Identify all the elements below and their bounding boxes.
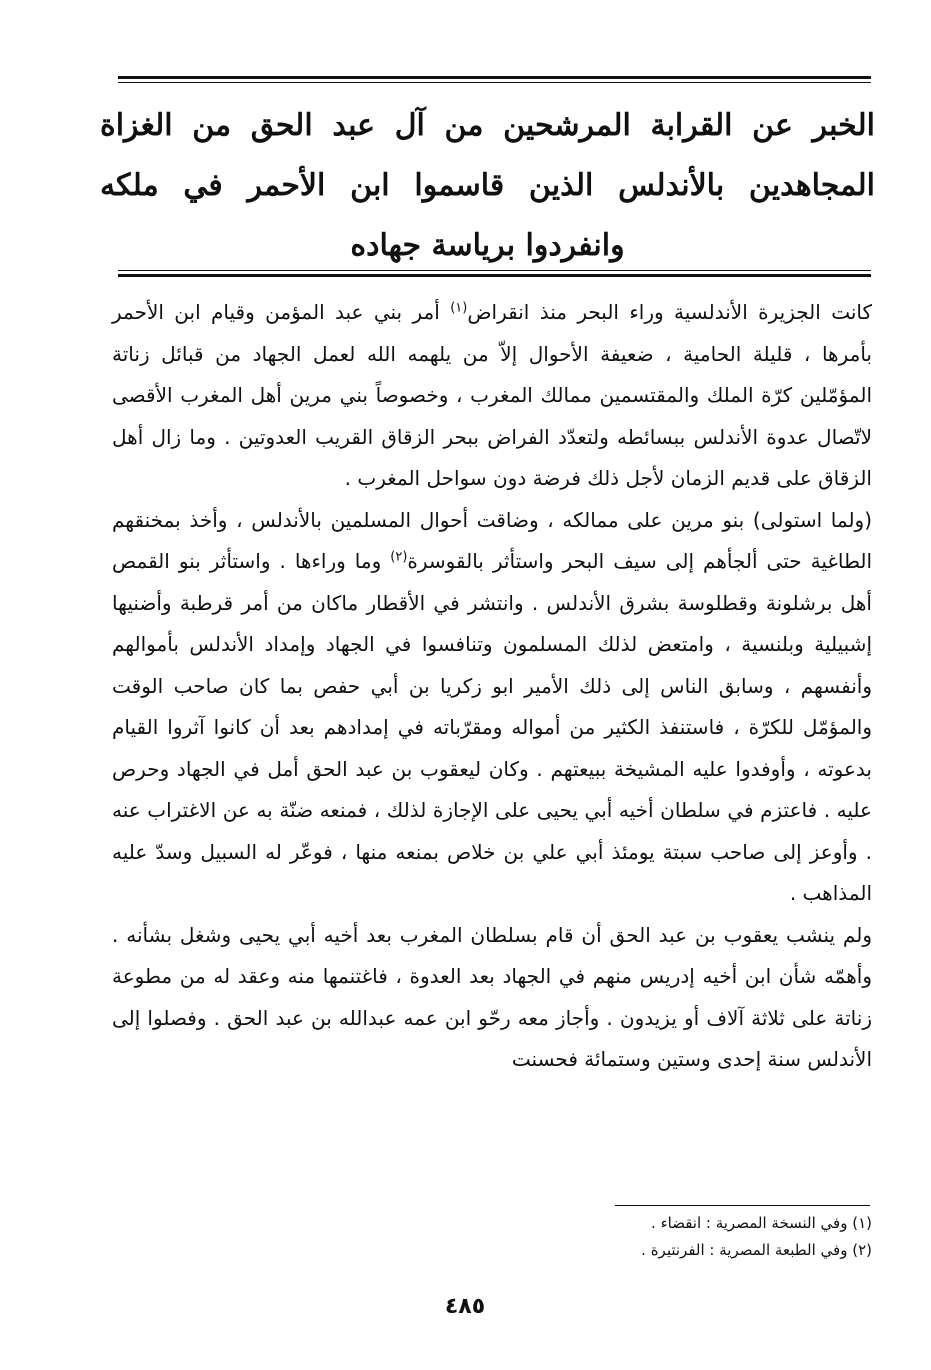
thick-rule-line (118, 274, 871, 277)
chapter-title: الخبر عن القرابة المرشحين من آل عبد الحق من الغزاة المجاهدين بالأندلس الذين قاسموا ابن الأحمر في ملكه وانفردوا برياسة جهاده (100, 108, 875, 263)
paragraph-2 (112, 500, 872, 915)
footnote-ref-2: (٢) (390, 549, 408, 565)
paragraph-1 (112, 292, 872, 500)
footnote-1: (١) وفي النسخة المصرية : انقضاء . (651, 1214, 872, 1232)
top-double-rule (118, 76, 871, 83)
paragraph-1-start: كانت الجزيرة الأندلسية وراء البحر منذ انقراض (467, 300, 873, 324)
paragraph-3: ولم ينشب يعقوب بن عبد الحق أن قام بسلطان المغرب بعد أخيه أبي يحيى وشغل بشأنه . وأهمّه شأن ابن أخيه إدريس منهم في الجهاد بعد العدوة ، فاغتنمها منه وعقد له من مطوعة زناتة على ثلاثة آلاف أو يزيدون . وأجاز معه رحّو ابن عمه عبدالله بن عبد الحق . وفصلوا إلى الأندلس سنة إحدى وستين وستمائة فحسنت (112, 922, 872, 1071)
thick-rule-line (118, 76, 871, 79)
paragraph-1-rest: أمر بني عبد المؤمن وقيام ابن الأحمر بأمرها ، قليلة الحامية ، ضعيفة الأحوال إلاّ من يلهمه الله لعمل الجهاد من قبائل زناتة المؤمّلين كرّة الملك والمقتسمين ممالك المغرب ، وخصوصاً بني مرين أهل المغرب الأقصى لاتّصال عدوة الأندلس ببسائطه ولتعدّد الفراض ببحر الزقاق القريب العدوتين . وما زال أهل الزقاق على قديم الزمان لأجل ذلك فرضة دون سواحل المغرب . (112, 300, 872, 490)
footnote-2: (٢) وفي الطبعة المصرية : الفرنتيرة . (641, 1241, 872, 1259)
page-number: ٤٨٥ (444, 1294, 486, 1319)
paragraph-2-rest: وما وراءها . واستأثر بنو القمص أهل برشلونة وقطلوسة بشرق الأندلس . وانتشر في الأقطار ماكان من أمر قرطبة وأضنيها إشبيلية وبلنسية ، وامتعض لذلك المسلمون وتنافسوا في الجهاد وإمداد الأندلس بأموالهم وأنفسهم ، وسابق الناس إلى ذلك الأمير ابو زكريا بن أبي حفص بما كان صاحب الوقت والمؤمّل للكرّة ، فاستنفذ الكثير من أمواله ومقرّباته في إمدادهم بعد أن كانوا آثروا القيام بدعوته ، وأوفدوا عليه المشيخة ببيعتهم . وكان ليعقوب بن عبد الحق أمل في الجهاد وحرص عليه . فاعتزم في سلطان أخيه أبي يحيى على الإجازة لذلك ، فمنعه ضنّة به عن الاغتراب عنه . وأوعز إلى صاحب سبتة يومئذ أبي علي بن خلاص بمنعه منها ، فوعّر له السبيل وسدّ عليه المذاهب . (112, 549, 872, 905)
body-text (112, 292, 872, 1081)
thin-rule-line (118, 82, 871, 83)
thin-rule-line (118, 270, 871, 271)
bottom-double-rule (118, 270, 871, 277)
paragraph-2-start: (ولما استولى) بنو مرين على ممالكه ، وضاقت أحوال المسلمين بالأندلس ، وأخذ بمخنقهم الطاغية حتى ألجأهم إلى سيف البحر واستأثر بالقوسرة (112, 507, 872, 573)
footnote-ref-1: (١) (450, 300, 468, 316)
footnotes (112, 1210, 872, 1264)
footnote-separator (615, 1205, 870, 1206)
